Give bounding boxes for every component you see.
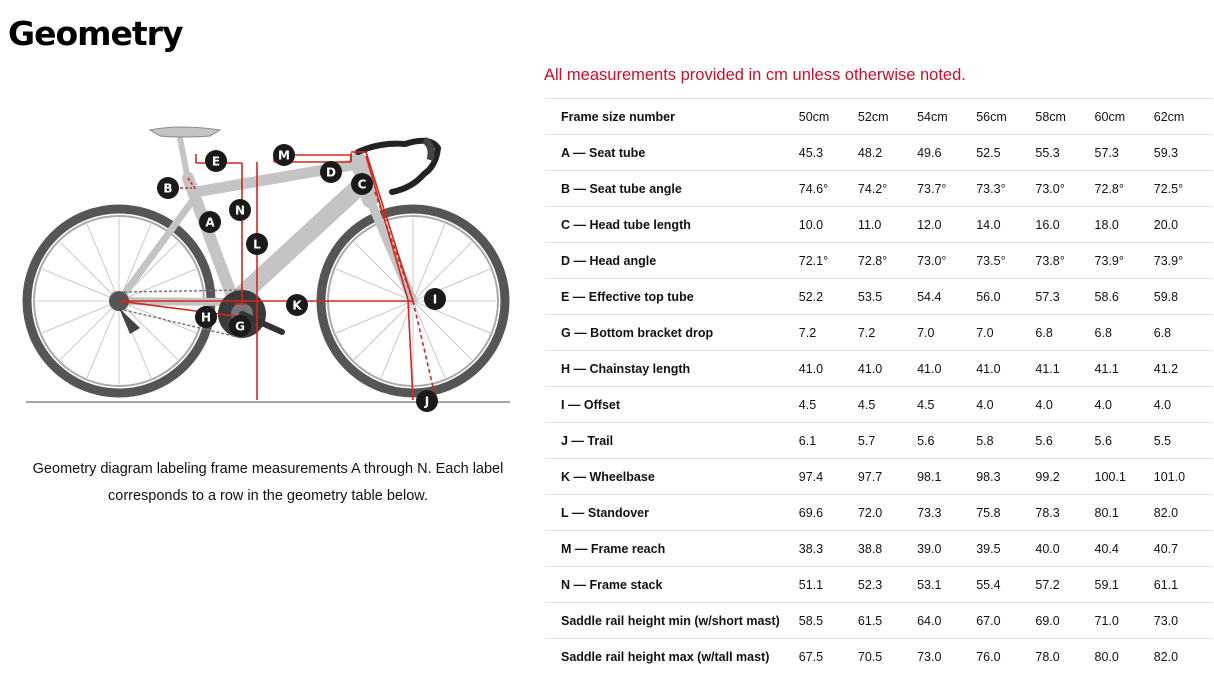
row-value: 72.8° xyxy=(858,243,917,279)
svg-text:K: K xyxy=(292,298,302,313)
row-value: 78.0 xyxy=(1035,639,1094,675)
row-value: 16.0 xyxy=(1035,207,1094,243)
svg-text:B: B xyxy=(163,181,173,196)
row-value: 39.5 xyxy=(976,531,1035,567)
svg-text:J: J xyxy=(424,394,430,409)
size-header: 56cm xyxy=(976,99,1035,135)
row-value: 59.3 xyxy=(1154,135,1213,171)
row-label: G — Bottom bracket drop xyxy=(545,315,799,351)
row-value: 55.4 xyxy=(976,567,1035,603)
row-value: 7.2 xyxy=(858,315,917,351)
row-value: 6.8 xyxy=(1154,315,1213,351)
row-value: 5.6 xyxy=(1035,423,1094,459)
row-value: 73.3° xyxy=(976,171,1035,207)
row-value: 14.0 xyxy=(976,207,1035,243)
table-row xyxy=(545,639,1213,675)
row-value: 56.0 xyxy=(976,279,1035,315)
row-value: 4.0 xyxy=(1095,387,1154,423)
row-value: 73.0 xyxy=(1154,603,1213,639)
row-value: 61.5 xyxy=(858,603,917,639)
row-value: 18.0 xyxy=(1095,207,1154,243)
row-value: 100.1 xyxy=(1095,459,1154,495)
row-label: J — Trail xyxy=(545,423,799,459)
row-value: 73.8° xyxy=(1035,243,1094,279)
row-label: H — Chainstay length xyxy=(545,351,799,387)
row-value: 4.0 xyxy=(1035,387,1094,423)
row-value: 4.5 xyxy=(799,387,858,423)
row-value: 7.0 xyxy=(917,315,976,351)
row-value: 74.2° xyxy=(858,171,917,207)
row-value: 41.0 xyxy=(917,351,976,387)
size-header: 54cm xyxy=(917,99,976,135)
row-label: Saddle rail height min (w/short mast) xyxy=(545,603,799,639)
marker-b xyxy=(157,177,179,199)
row-value: 73.7° xyxy=(917,171,976,207)
table-row xyxy=(545,135,1213,171)
row-value: 64.0 xyxy=(917,603,976,639)
size-header: 58cm xyxy=(1035,99,1094,135)
marker-n xyxy=(229,199,251,221)
units-note: All measurements provided in cm unless otherwise noted. xyxy=(544,66,966,84)
saddle xyxy=(150,127,220,137)
row-value: 52.2 xyxy=(799,279,858,315)
row-value: 73.9° xyxy=(1154,243,1213,279)
marker-i xyxy=(424,288,446,310)
row-value: 82.0 xyxy=(1154,495,1213,531)
row-value: 72.5° xyxy=(1154,171,1213,207)
marker-g xyxy=(229,315,251,337)
row-value: 41.1 xyxy=(1095,351,1154,387)
row-value: 57.3 xyxy=(1035,279,1094,315)
row-value: 39.0 xyxy=(917,531,976,567)
row-value: 11.0 xyxy=(858,207,917,243)
row-value: 40.0 xyxy=(1035,531,1094,567)
row-value: 58.5 xyxy=(799,603,858,639)
row-value: 73.5° xyxy=(976,243,1035,279)
geometry-diagram xyxy=(20,118,520,418)
row-value: 76.0 xyxy=(976,639,1035,675)
marker-c xyxy=(351,173,373,195)
marker-e xyxy=(205,150,227,172)
row-value: 5.6 xyxy=(1095,423,1154,459)
row-value: 45.3 xyxy=(799,135,858,171)
row-value: 51.1 xyxy=(799,567,858,603)
marker-m xyxy=(273,144,295,166)
row-value: 69.0 xyxy=(1035,603,1094,639)
row-value: 4.0 xyxy=(1154,387,1213,423)
table-row xyxy=(545,171,1213,207)
row-value: 52.3 xyxy=(858,567,917,603)
row-label: D — Head angle xyxy=(545,243,799,279)
row-label: A — Seat tube xyxy=(545,135,799,171)
row-value: 97.7 xyxy=(858,459,917,495)
row-value: 4.5 xyxy=(917,387,976,423)
table-row xyxy=(545,459,1213,495)
row-value: 4.0 xyxy=(976,387,1035,423)
row-value: 78.3 xyxy=(1035,495,1094,531)
row-value: 69.6 xyxy=(799,495,858,531)
row-value: 73.0° xyxy=(917,243,976,279)
svg-text:C: C xyxy=(357,177,367,192)
row-value: 82.0 xyxy=(1154,639,1213,675)
row-value: 71.0 xyxy=(1095,603,1154,639)
row-value: 73.0 xyxy=(917,639,976,675)
row-value: 38.8 xyxy=(858,531,917,567)
marker-h xyxy=(195,306,217,328)
row-value: 52.5 xyxy=(976,135,1035,171)
row-value: 48.2 xyxy=(858,135,917,171)
row-value: 55.3 xyxy=(1035,135,1094,171)
row-value: 59.1 xyxy=(1095,567,1154,603)
row-value: 98.3 xyxy=(976,459,1035,495)
marker-l xyxy=(246,233,268,255)
geometry-table xyxy=(545,98,1213,674)
table-row xyxy=(545,567,1213,603)
table-row xyxy=(545,351,1213,387)
row-value: 4.5 xyxy=(858,387,917,423)
row-value: 73.9° xyxy=(1095,243,1154,279)
svg-text:L: L xyxy=(253,237,261,252)
row-value: 53.5 xyxy=(858,279,917,315)
row-value: 80.0 xyxy=(1095,639,1154,675)
row-value: 97.4 xyxy=(799,459,858,495)
row-label: N — Frame stack xyxy=(545,567,799,603)
table-row xyxy=(545,315,1213,351)
row-value: 5.8 xyxy=(976,423,1035,459)
table-header-row xyxy=(545,99,1213,135)
row-label: B — Seat tube angle xyxy=(545,171,799,207)
table-row xyxy=(545,387,1213,423)
row-value: 7.0 xyxy=(976,315,1035,351)
table-row xyxy=(545,207,1213,243)
row-value: 10.0 xyxy=(799,207,858,243)
row-value: 57.3 xyxy=(1095,135,1154,171)
row-value: 72.1° xyxy=(799,243,858,279)
table-row xyxy=(545,495,1213,531)
size-header: 52cm xyxy=(858,99,917,135)
row-value: 41.2 xyxy=(1154,351,1213,387)
row-value: 41.0 xyxy=(976,351,1035,387)
table-header-label: Frame size number xyxy=(545,99,799,135)
row-value: 41.0 xyxy=(799,351,858,387)
marker-j xyxy=(416,390,438,412)
row-label: K — Wheelbase xyxy=(545,459,799,495)
row-value: 80.1 xyxy=(1095,495,1154,531)
row-value: 101.0 xyxy=(1154,459,1213,495)
row-value: 72.0 xyxy=(858,495,917,531)
row-value: 59.8 xyxy=(1154,279,1213,315)
row-value: 99.2 xyxy=(1035,459,1094,495)
table-row xyxy=(545,279,1213,315)
svg-text:D: D xyxy=(326,165,336,180)
row-value: 38.3 xyxy=(799,531,858,567)
row-value: 41.1 xyxy=(1035,351,1094,387)
svg-text:G: G xyxy=(235,319,245,334)
row-value: 49.6 xyxy=(917,135,976,171)
row-value: 73.0° xyxy=(1035,171,1094,207)
row-value: 70.5 xyxy=(858,639,917,675)
marker-d xyxy=(320,161,342,183)
row-value: 58.6 xyxy=(1095,279,1154,315)
row-value: 5.5 xyxy=(1154,423,1213,459)
row-value: 40.7 xyxy=(1154,531,1213,567)
svg-text:M: M xyxy=(278,148,290,163)
svg-text:E: E xyxy=(211,154,221,169)
page-title: Geometry xyxy=(8,14,183,53)
row-value: 6.1 xyxy=(799,423,858,459)
diagram-caption: Geometry diagram labeling frame measurements A through N. Each label corresponds to a row in the geometry table below. xyxy=(32,461,504,504)
row-label: I — Offset xyxy=(545,387,799,423)
size-header: 50cm xyxy=(799,99,858,135)
row-value: 5.7 xyxy=(858,423,917,459)
row-value: 75.8 xyxy=(976,495,1035,531)
row-value: 74.6° xyxy=(799,171,858,207)
size-header: 62cm xyxy=(1154,99,1213,135)
row-value: 6.8 xyxy=(1095,315,1154,351)
row-value: 54.4 xyxy=(917,279,976,315)
row-value: 61.1 xyxy=(1154,567,1213,603)
marker-a xyxy=(199,211,221,233)
row-value: 73.3 xyxy=(917,495,976,531)
row-value: 98.1 xyxy=(917,459,976,495)
row-label: M — Frame reach xyxy=(545,531,799,567)
row-value: 12.0 xyxy=(917,207,976,243)
row-value: 67.5 xyxy=(799,639,858,675)
row-label: L — Standover xyxy=(545,495,799,531)
row-label: E — Effective top tube xyxy=(545,279,799,315)
row-label: C — Head tube length xyxy=(545,207,799,243)
svg-text:N: N xyxy=(234,203,246,218)
table-row xyxy=(545,243,1213,279)
row-value: 5.6 xyxy=(917,423,976,459)
row-value: 57.2 xyxy=(1035,567,1094,603)
svg-text:H: H xyxy=(200,310,212,325)
row-value: 41.0 xyxy=(858,351,917,387)
row-value: 72.8° xyxy=(1095,171,1154,207)
table-row xyxy=(545,531,1213,567)
svg-text:A: A xyxy=(205,215,215,230)
svg-text:I: I xyxy=(432,292,438,307)
row-value: 7.2 xyxy=(799,315,858,351)
table-row xyxy=(545,423,1213,459)
row-value: 40.4 xyxy=(1095,531,1154,567)
row-label: Saddle rail height max (w/tall mast) xyxy=(545,639,799,675)
marker-k xyxy=(286,294,308,316)
row-value: 67.0 xyxy=(976,603,1035,639)
size-header: 60cm xyxy=(1095,99,1154,135)
row-value: 53.1 xyxy=(917,567,976,603)
row-value: 20.0 xyxy=(1154,207,1213,243)
table-row xyxy=(545,603,1213,639)
row-value: 6.8 xyxy=(1035,315,1094,351)
